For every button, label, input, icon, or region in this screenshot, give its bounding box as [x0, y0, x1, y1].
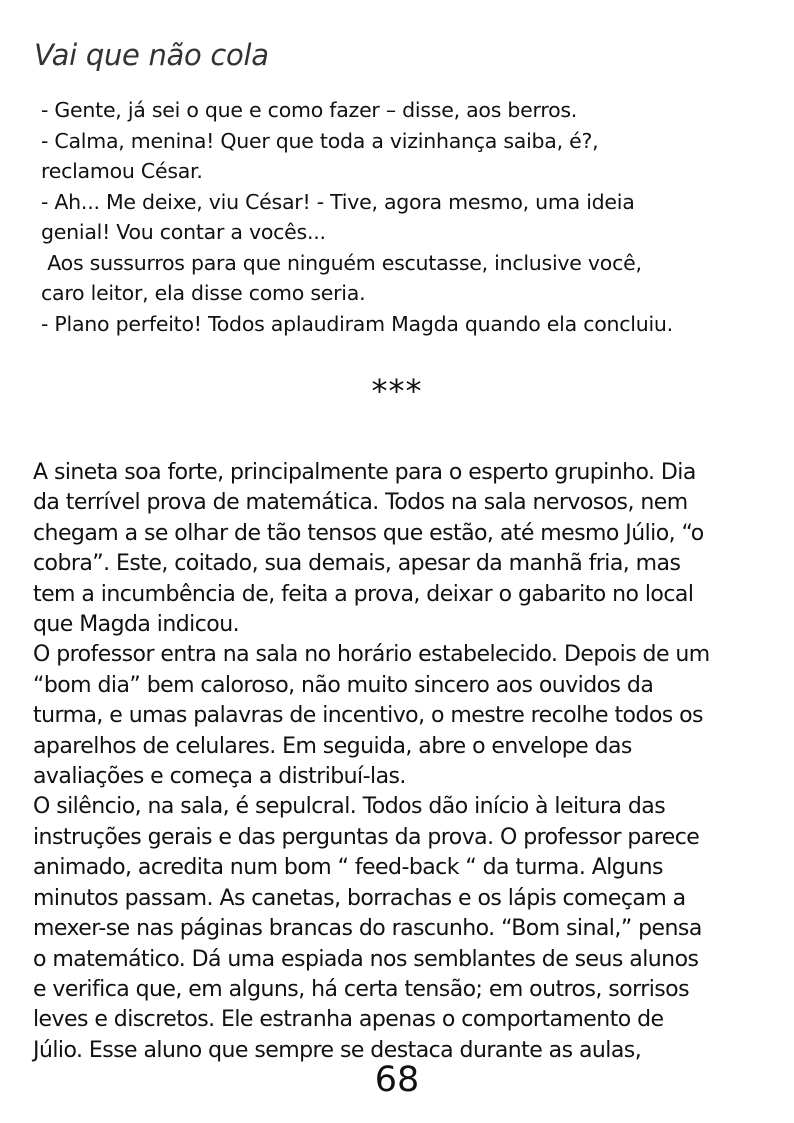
narrative-line: que Magda indicou. [33, 612, 240, 638]
narrative-line: O silêncio, na sala, é sepulcral. Todos dão início à leitura das [33, 794, 666, 820]
dialogue-line: - Gente, já sei o que e como fazer – disse, aos berros. [41, 98, 578, 122]
dialogue-line: Aos sussurros para que ninguém escutasse, inclusive você, [41, 250, 642, 275]
narrative-line: tem a incumbência de, feita a prova, deixar o gabarito no local [33, 581, 694, 607]
page-number: 68 [374, 1060, 420, 1100]
narrative-line: o matemático. Dá uma espiada nos semblantes de seus alunos [33, 946, 699, 972]
narrative-line: aparelhos de celulares. Em seguida, abre o envelope das [33, 733, 632, 759]
dialogue-line: - Calma, menina! Quer que toda a vizinhança saiba, é?, [41, 128, 599, 153]
chapter-title: Vai que não cola [34, 38, 269, 72]
dialogue-line: - Ah... Me deixe, viu César! - Tive, agora mesmo, uma ideia [41, 189, 635, 214]
narrative-line: turma, e umas palavras de incentivo, o mestre recolhe todos os [33, 703, 703, 729]
narrative-line: minutos passam. As canetas, borrachas e os lápis começam a [33, 885, 686, 911]
narrative-line: instruções gerais e das perguntas da prova. O professor parece [33, 824, 700, 850]
dialogue-line: caro leitor, ela disse como seria. [41, 281, 366, 305]
narrative-line: da terrível prova de matemática. Todos na sala nervosos, nem [33, 490, 688, 516]
narrative-line: chegam a se olhar de tão tensos que estão, até mesmo Júlio, “o [33, 520, 704, 546]
narrative-line: animado, acredita num bom “ feed-back “ da turma. Alguns [33, 855, 663, 881]
narrative-line: “bom dia” bem caloroso, não muito sincero aos ouvidos da [33, 672, 654, 698]
narrative-line: Júlio. Esse aluno que sempre se destaca durante as aulas, [33, 1037, 642, 1063]
section-separator: *** [371, 372, 423, 410]
narrative-line: e verifica que, em alguns, há certa tensão; em outros, sorrisos [33, 976, 689, 1002]
narrative-line: cobra”. Este, coitado, sua demais, apesar da manhã fria, mas [33, 551, 681, 577]
narrative-line: A sineta soa forte, principalmente para o esperto grupinho. Dia [33, 460, 696, 485]
dialogue-block [41, 95, 771, 339]
narrative-block [33, 458, 773, 1066]
narrative-line: leves e discretos. Ele estranha apenas o comportamento de [33, 1007, 664, 1033]
narrative-line: mexer-se nas páginas brancas do rascunho. “Bom sinal,” pensa [33, 916, 702, 942]
narrative-line: avaliações e começa a distribuí-las. [33, 764, 406, 790]
narrative-line: O professor entra na sala no horário estabelecido. Depois de um [33, 642, 710, 668]
dialogue-line: - Plano perfeito! Todos aplaudiram Magda quando ela concluiu. [41, 311, 673, 336]
dialogue-line: genial! Vou contar a vocês... [41, 220, 326, 244]
dialogue-line: reclamou César. [41, 159, 203, 183]
